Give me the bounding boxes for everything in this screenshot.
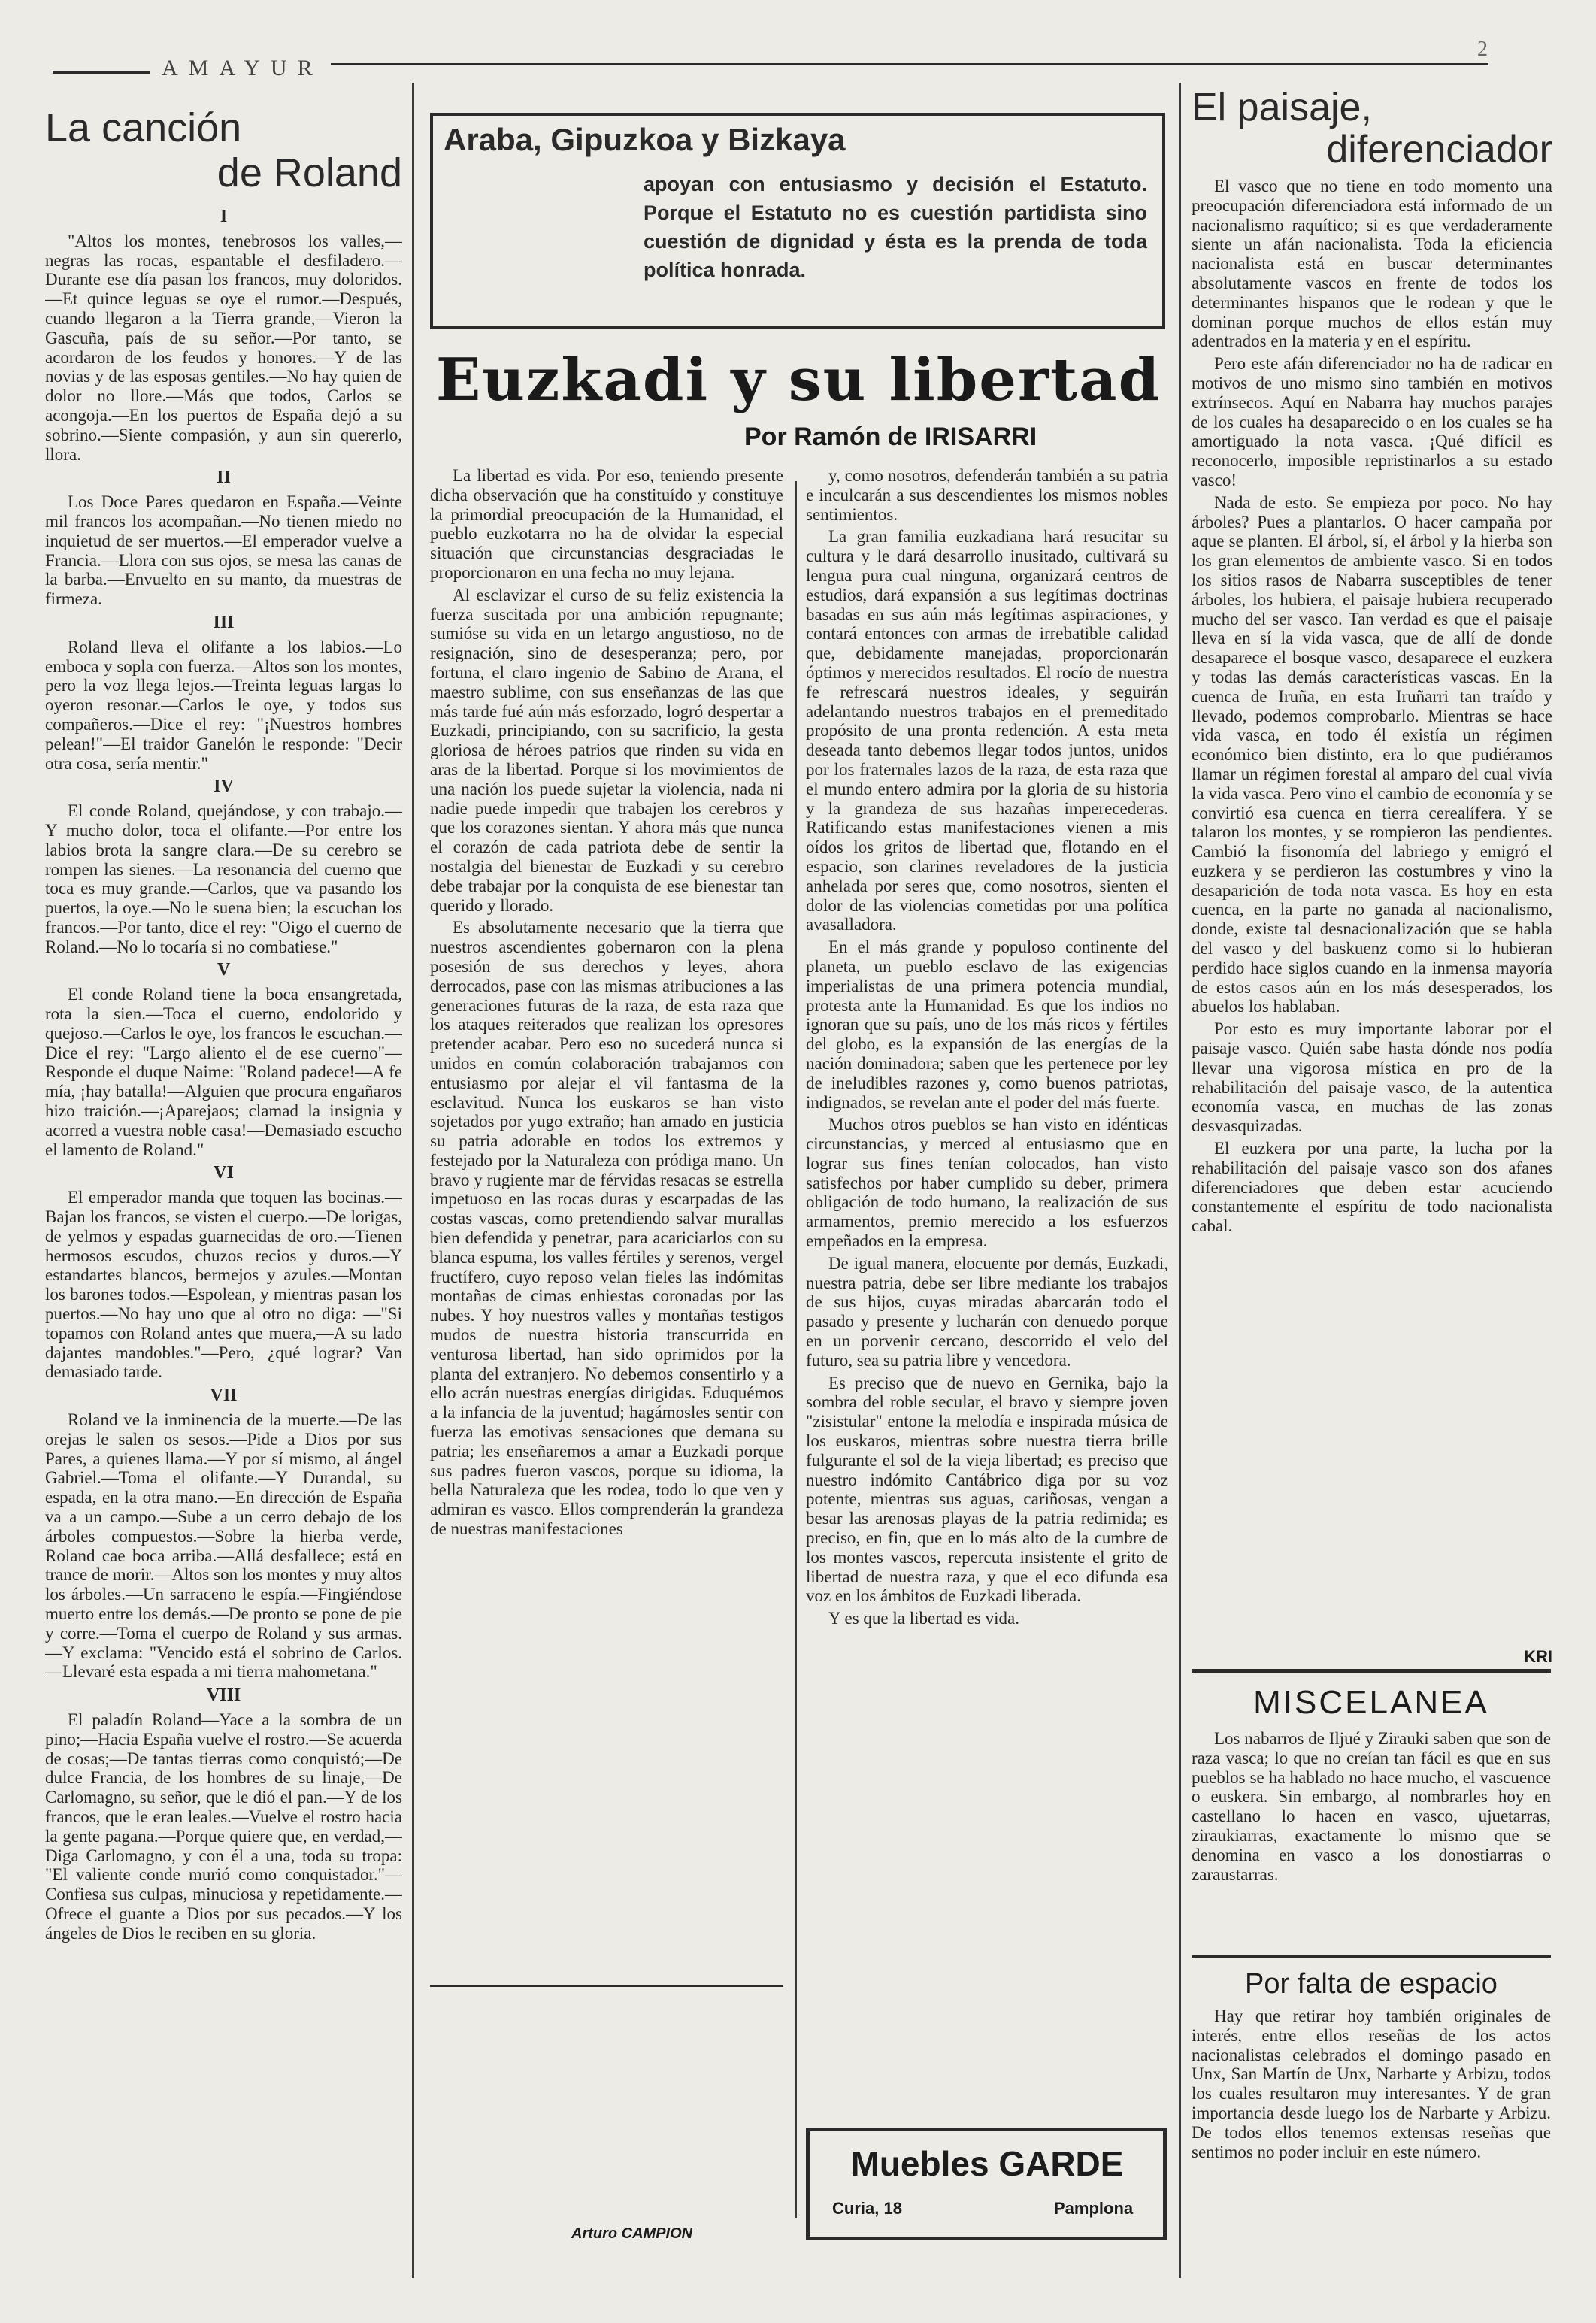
section-numeral: VII	[210, 1386, 238, 1406]
left-article	[45, 105, 402, 2308]
notice-box	[430, 113, 1165, 329]
left-article-continuation	[430, 2000, 783, 2218]
section-text: Los Doce Pares quedaron en España.—Veinte mil francos los acompañan.—No tienen miedo no inquietud de ser muertos.—El emperador vuelve a Francia.—Llora con sus ojos, se mesa las canas de la barba.—Envuelto en su manto, da muestras de firmeza.	[45, 492, 402, 609]
main-headline: Euzkadi y su libertad	[435, 346, 1161, 414]
paragraph: Por esto es muy importante laborar por el paisaje vasco. Quién sabe hasta dónde nos podía llevar una vigorosa mística en pro de la rehabilitación del paisaje vasco, de la autentica economía vasca, en muchas de las zonas desvasquizadas.	[1192, 1019, 1552, 1136]
masthead-name: AMAYUR	[162, 56, 323, 80]
column-divider-left	[412, 83, 414, 2278]
right-article	[1192, 86, 1552, 1667]
right-article-signature: KRI	[1524, 1647, 1552, 1666]
advertisement-name: Muebles GARDE	[850, 2144, 1124, 2183]
right-article-body	[1192, 177, 1552, 1643]
right-article-title-line2: diferenciador	[1326, 128, 1552, 171]
section-separator	[430, 1985, 783, 1987]
left-article-body	[45, 203, 402, 2240]
paragraph: La libertad es vida. Por eso, teniendo presente dicha observación que ha constituído y constituye la primordial preocupación de la Humanidad, el pueblo euzkotarra no ha de olvidar la especial situación que circunstancias desgraciadas le proporcionaron en una fecha no muy lejana.	[430, 466, 783, 582]
section-numeral: I	[220, 207, 228, 226]
main-article-column-1	[430, 466, 783, 1977]
section-numeral: III	[213, 612, 235, 632]
falta-espacio	[1192, 1968, 1551, 2270]
right-article-title-line1: El paisaje,	[1192, 86, 1372, 129]
section-text: El paladín Roland—Yace a la sombra de un pino;—Hacia España vuelve el rostro.—Se acuerda de cosas;—De tantas tierras como conquistó;—De dulce Francia, de los hombres de su linaje,—De Carlomagno, su señor, que le dió el pan.—Y de los francos, que le eran leales.—Vuelve el rostro hacia la gente pagana.—Porque quiere que, en verdad,—Diga Carlomagno, y con él a una, toda su tropa: "El valiente conde murió como conquistador."—Confiesa sus culpas, minuciosa y repetidamente.—Ofrece el guante a Dios por sus pecados.—Y los ángeles de Dios le reciben en su gloria.	[45, 1710, 402, 1943]
masthead-rule-right	[331, 63, 1488, 65]
section-text: El conde Roland tiene la boca ensangretada, rota la sien.—Toca el cuerno, endolorido y quejoso.—Carlos le oye, los francos le escuchan.—Dice el rey: "Largo aliento el de ese cuerno"—Responde el duque Naime: "Roland padece!—A fe mía, ¡hay batalla!—Alguien que procura engañaros hizo traición.—¡Aparejaos; clamad la insignia y acorred a vuestra noble casa!—Demasiado escucho el lamento de Roland."	[45, 985, 402, 1159]
paragraph: y, como nosotros, defenderán también a su patria e inculcarán a sus descendientes los mismos nobles sentimientos.	[806, 466, 1168, 524]
main-byline: Por Ramón de IRISARRI	[744, 423, 1037, 451]
paragraph: Pero este afán diferenciador no ha de radicar en motivos de uno mismo sino también en motivos extrínsecos. Aquí en Nabarra hay muchos parajes de los cuales ha desaparecido o en los cuales se ha amortiguado la nota vasca. ¡Qué difícil es reconocerlo, imposible repristinarlos a su estado vasco!	[1192, 354, 1552, 489]
section-numeral: V	[217, 960, 231, 980]
miscelanea-top-rule	[1192, 1669, 1551, 1673]
paragraph: El vasco que no tiene en todo momento una preocupación diferenciadora está informado de un nacionalismo raquítico; si es que verdaderamente siente un afán nacionalista. Toda la eficiencia nacionalista está en buscar determinantes absolutamente vascos en frente de todos los determinantes hispanos que le rodean y que le dominan porque muchos de ellos están muy adentrados en la materia y en el espíritu.	[1192, 177, 1552, 351]
column-divider-right	[1179, 83, 1181, 2278]
paragraph: El euzkera por una parte, la lucha por la rehabilitación del paisaje vasco son dos afanes diferenciadores que deben estar acuciendo constantemente el espíritu de todo nacionalista cabal.	[1192, 1139, 1552, 1236]
paragraph: Los nabarros de Iljué y Zirauki saben que son de raza vasca; lo que no creían tan fácil es que en sus pueblos se ha hablado no hace mucho, el vascuence o euskera. Sin embargo, al nombrarles hoy en castellano lo hacen en vasco, ujuetarras, ziraukiarras, exactamente lo mismo que se denomina en vasco a los donostiarras o zaraustarras.	[1192, 1729, 1551, 1884]
section-numeral: VI	[214, 1163, 234, 1183]
paragraph: Hay que retirar hoy también originales de interés, entre ellos reseñas de los actos nacionalistas celebrados el domingo pasado en Unx, San Martín de Unx, Narbarte y Arbizu, todos los cuales resultaron muy interesantes. Y de gran importancia desde luego los de Narbarte y Arbizu. De todos ellos tenemos extensas reseñas que sentimos no poder incluir en este número.	[1192, 2007, 1551, 2161]
notice-text: apoyan con entusiasmo y decisión el Estatuto. Porque el Estatuto no es cuestión partidista sino cuestión de dignidad y ésta es la prenda de toda política honrada.	[644, 173, 1147, 281]
miscelanea	[1192, 1684, 1551, 1925]
section-numeral: II	[217, 468, 231, 488]
left-article-title-line1: La canción	[45, 105, 242, 150]
section-text: El conde Roland, quejándose, y con trabajo.—Y mucho dolor, toca el olifante.—Por entre los labios brota la sangre clara.—De su cerebro se rompen las sienes.—La resonancia del cuerno que toca es muy grande.—Carlos, que va pasando los puertos, la oye.—No le suena bien; la escuchan los francos.—Por tanto, dice el rey: "Oigo el cuerno de Roland.—No lo tocaría si no combatiese."	[45, 801, 402, 956]
masthead-rule-left	[53, 71, 150, 74]
advertisement-city: Pamplona	[1054, 2199, 1134, 2218]
section-numeral: IV	[214, 777, 234, 797]
falta-espacio-top-rule	[1192, 1955, 1551, 1958]
notice-heading: Araba, Gipuzkoa y Bizkaya	[444, 122, 846, 157]
section-text: Roland ve la inminencia de la muerte.—De las orejas le salen os sesos.—Pide a Dios por sus Pares, a quienes llama.—Y por sí mismo, al ángel Gabriel.—Toma el olifante.—Y Durandal, su espada, en la otra mano.—En dirección de España va a un campo.—Sube a un cerro debajo de los árboles compuestos.—Sobre la hierba verde, Roland cae boca arriba.—Allá desfallece; está en trance de morir.—Altos son los montes y muy altos los árboles.—Un sarraceno le espía.—Fingiéndose muerto entre los demás.—De pronto se pone de pie y corre.—Toma el cuerpo de Roland y sus armas.—Y exclama: "Vencido está el sobrino de Carlos.—Llevaré esta espada a mi tierra mahometana."	[45, 1410, 402, 1682]
advertisement-address: Curia, 18	[832, 2199, 902, 2218]
paragraph: Y es que la libertad es vida.	[828, 1609, 1019, 1628]
falta-espacio-heading: Por falta de espacio	[1245, 1968, 1498, 2000]
paragraph: Es absolutamente necesario que la tierra que nuestros ascendientes gobernaron con la plena posesión de sus derechos y leyes, ahora derrocados, pase con las mismas atribuciones a las generaciones futuras de la raza, de esta raza que los ataques reiterados que realizan los opresores pretender acabar. Pero eso no sucederá nunca si unidos en común colaboración trabajamos con entusiasmo por alejar el vil fantasma de la esclavitud. Nunca los euskaros se han visto sojetados por yugo extraño; han amado en justicia su patria adorable en todos los extremos y festejado por la Naturaleza con pródiga mano. Un bravo y rugiente mar de férvidas resacas se estrella impetuoso en las rocas duras y escarpadas de las costas vascas, como pretendiendo salvar murallas bien defendida y penetrar, para acariciarlos con su blanca espuma, los valles fértiles y serenos, vergel fructífero, cuyo reposo velan fieles las indómitas montañas de cimas enhiestas coronadas por las nubes. Y hoy nuestros valles y montañas testigos mudos de nuestra historia transcurrida en venturosa libertad, han sido oprimidos por la planta del extranjero. No debemos consentirlo y a ello acrán nuestras energías dirigidas. Eduquémos a la infancia de la juventud; hagámosles sentir con fuerza las emotivas sensaciones que demana su patria; les enseñaremos a amar a Euzkadi porque sus padres fueron vascos, porque su idioma, la bella Naturaleza que les rodea, todo lo que ven y admiran es vasco. Ellos comprenderán la grandeza de nuestras manifestaciones	[430, 918, 783, 1539]
page-number: 2	[1477, 38, 1488, 61]
paragraph: Muchos otros pueblos se han visto en idénticas circunstancias, y merced al entusiasmo que en lograr sus fines tenían colocados, han visto satisfechos por haber cumplido su deber, primera obligación de todo humano, la realización de sus armamentos, premio merecido a los esfuerzos empeñados en la empresa.	[806, 1115, 1168, 1251]
miscelanea-text	[1192, 1729, 1551, 1925]
section-numeral: VIII	[206, 1685, 241, 1706]
column-divider-middle	[795, 481, 797, 2218]
paragraph: Nada de esto. Se empieza por poco. No hay árboles? Pues a plantarlos. O hacer campaña por aque se planten. El árbol, sí, el árbol y la hierba son los gran elementos de ambiente vasco. Si en todos los sitios rasos de Nabarra susceptibles de tener árboles, los hubiera, el paisaje hubiera recuperado mucho del ser vasco. Tan verdad es que el paisaje lleva en sí la vida vasca, que de allí de donde desaparece el bosque vasco, desaparece el euzkera y todas las demás características vascas. En la cuenca de Iruña, en esta Iruñarri tan traído y llevado, podemos comprobarlo. Mientras se hace vida vasca, en todo él existía un régimen económico bien distinto, era lo que pudiéramos llamar un régimen forestal al amparo del cual vivía la vida vasca. Pero vino el cambio de economía y se convirtió esa cuenca en tierra cerealífera. Y se talaron los montes, y se rompieron las pendientes. Cambió la fisonomía del labriego y emigró el euzkera y se perdieron las costumbres y vino la desaparición de toda nota vasca. Es hoy en esta cuenca, en la parte no ganada al nacionalismo, donde, existe tal desnacionalización que se habla del vasco y del baskuenz como si lo hubieran perdido hace siglos cuando en la inmensa mayoría de estos casos aún en los más desesperados, los abuelos los hablaban.	[1192, 492, 1552, 1016]
paragraph: En el más grande y populoso continente del planeta, un pueblo esclavo de las exigencias imperialistas de una primera potencia mundial, protesta ante la Humanidad. Es que los indios no ignoran que su país, uno de los más ricos y fértiles del globo, es la expansión de las energías de la nación dominadora; saben que les pertenece por ley de ineludibles razones y, como buenos patriotas, indignados, se revelan ante el poder del más fuerte.	[806, 937, 1168, 1112]
left-article-title-line2: de Roland	[217, 150, 402, 195]
paragraph: Es preciso que de nuevo en Gernika, bajo la sombra del roble secular, el bravo y siempre joven "zisistular" entone la melodía e inspirada música de los euskaros, mientras sobre nuestra tierra brille fulgurante el sol de la vieja libertad; es preciso que nuestro indómito Cantábrico diga por su voz potente, mientras sus aguas, cariñosas, vengan a besar las arenosas playas de la patria redimida; es preciso, en fin, que en lo más alto de la cumbre de los montes vascos, repercuta insistente el grito de libertad de nuestra raza, y que el eco difunda esa voz en los ámbitos de Euzkadi liberada.	[806, 1373, 1168, 1606]
miscelanea-heading: MISCELANEA	[1253, 1684, 1489, 1721]
main-article-column-2	[806, 466, 1168, 2105]
section-text: Roland lleva el olifante a los labios.—Lo emboca y sopla con fuerza.—Altos son los montes, pero la voz llega lejos.—Treinta leguas largas lo oyeron resonar.—Carlos le oye, y todos sus compañeros.—Dice el rey: "¡Nuestros hombres pelean!"—El traidor Ganelón le responde: "Decir otra cosa, sería mentir."	[45, 637, 402, 773]
section-text: "Altos los montes, tenebrosos los valles,—negras las rocas, espantable el desfiladero.—Durante ese día pasan los francos, muy doloridos.—Et quince leguas se oye el rumor.—Después, cuando llegaron a la Tierra grande,—Vieron la Gascuña, país de su señor.—Por tanto, se acordaron de los feudos y honores.—Y de las novias y de las esposas gentiles.—No hay quien de dolor no llore.—Más que todos, Carlos se acongoja.—En los puertos de España dejó a su sobrino.—Siente compasión, y aun sin quererlo, llora.	[45, 231, 402, 464]
advertisement-box	[806, 2128, 1167, 2240]
paragraph: Al esclavizar el curso de su feliz existencia la fuerza suscitada por una ambición repugnante; sumióse su vida en un letargo angustioso, no de resignación, sino de desesperanza; pero, por fortuna, el claro ingenio de Sabino de Arana, el maestro sublime, con sus enseñanzas de las que más tarde fué aún más esforzado, logró despertar a Euzkadi, principiando, con su sacrificio, la gesta gloriosa de héroes patrios que rinden su vida en aras de la libertad. Porque si los movimientos de una nación los puede sujetar la violencia, nada ni nadie puede impedir que trabajen los cerebros y que los corazones sientan. Y ahora más que nunca el corazón de cada patriota debe de sentir la nostalgia del bienestar de Euzkadi y su cerebro debe trabajar por la conquista de ese bienestar tan querido y llorado.	[430, 585, 783, 915]
section-text: El emperador manda que toquen las bocinas.—Bajan los francos, se visten el cuerpo.—De lorigas, de yelmos y espadas guarnecidas de oro.—Tienen hermosos escudos, chuzos recios y duros.—Y estandartes blancos, bermejos y azules.—Montan los barones todos.—Espolean, y mientras pasan los puertos.—No hay uno que al otro no diga: —"Si topamos con Roland antes que muera,—A su lado dajantes mandobles."—Pero, ¿qué lograr? Van demasiado tarde.	[45, 1188, 402, 1382]
left-article-signature: Arturo CAMPION	[571, 2225, 693, 2242]
paragraph: La gran familia euzkadiana hará resucitar su cultura y le dará desarrollo inusitado, cultivará su lengua pura cual ninguna, organizará centros de estudios, dará expansión a sus legítimas doctrinas basadas en sus aún más legítimas aspiraciones, y contará entonces con armas de irrebatible calidad que, debidamente manejadas, proporcionarán óptimos y merecidos resultados. El rocío de nuestra fe refrescará nuestros ideales, y seguirán adelantando nuestros trabajos en el premeditado propósito de una pronta redención. A esta meta deseada tanto debemos llegar todos juntos, unidos por los fraternales lazos de la raza, de esta raza que el mundo entero admira por la gloria de su historia y la grandeza de sus hazañas imperecederas. Ratificando estas manifestaciones vienen a mis oídos los gritos de libertad que, flotando en el espacio, son clarines reveladores de la justicia anhelada por seres que, como nosotros, sienten el dolor de las violencias cometidas por una política avasalladora.	[806, 527, 1168, 934]
falta-espacio-text	[1192, 2007, 1551, 2270]
paragraph: De igual manera, elocuente por demás, Euzkadi, nuestra patria, debe ser libre mediante los trabajos de sus hijos, cuyas miradas abarcarán todo el pasado y presente y lucharán con denuedo porque en un porvenir cercano, descorrido el velo del futuro, sea su patria libre y vencedora.	[806, 1253, 1168, 1370]
